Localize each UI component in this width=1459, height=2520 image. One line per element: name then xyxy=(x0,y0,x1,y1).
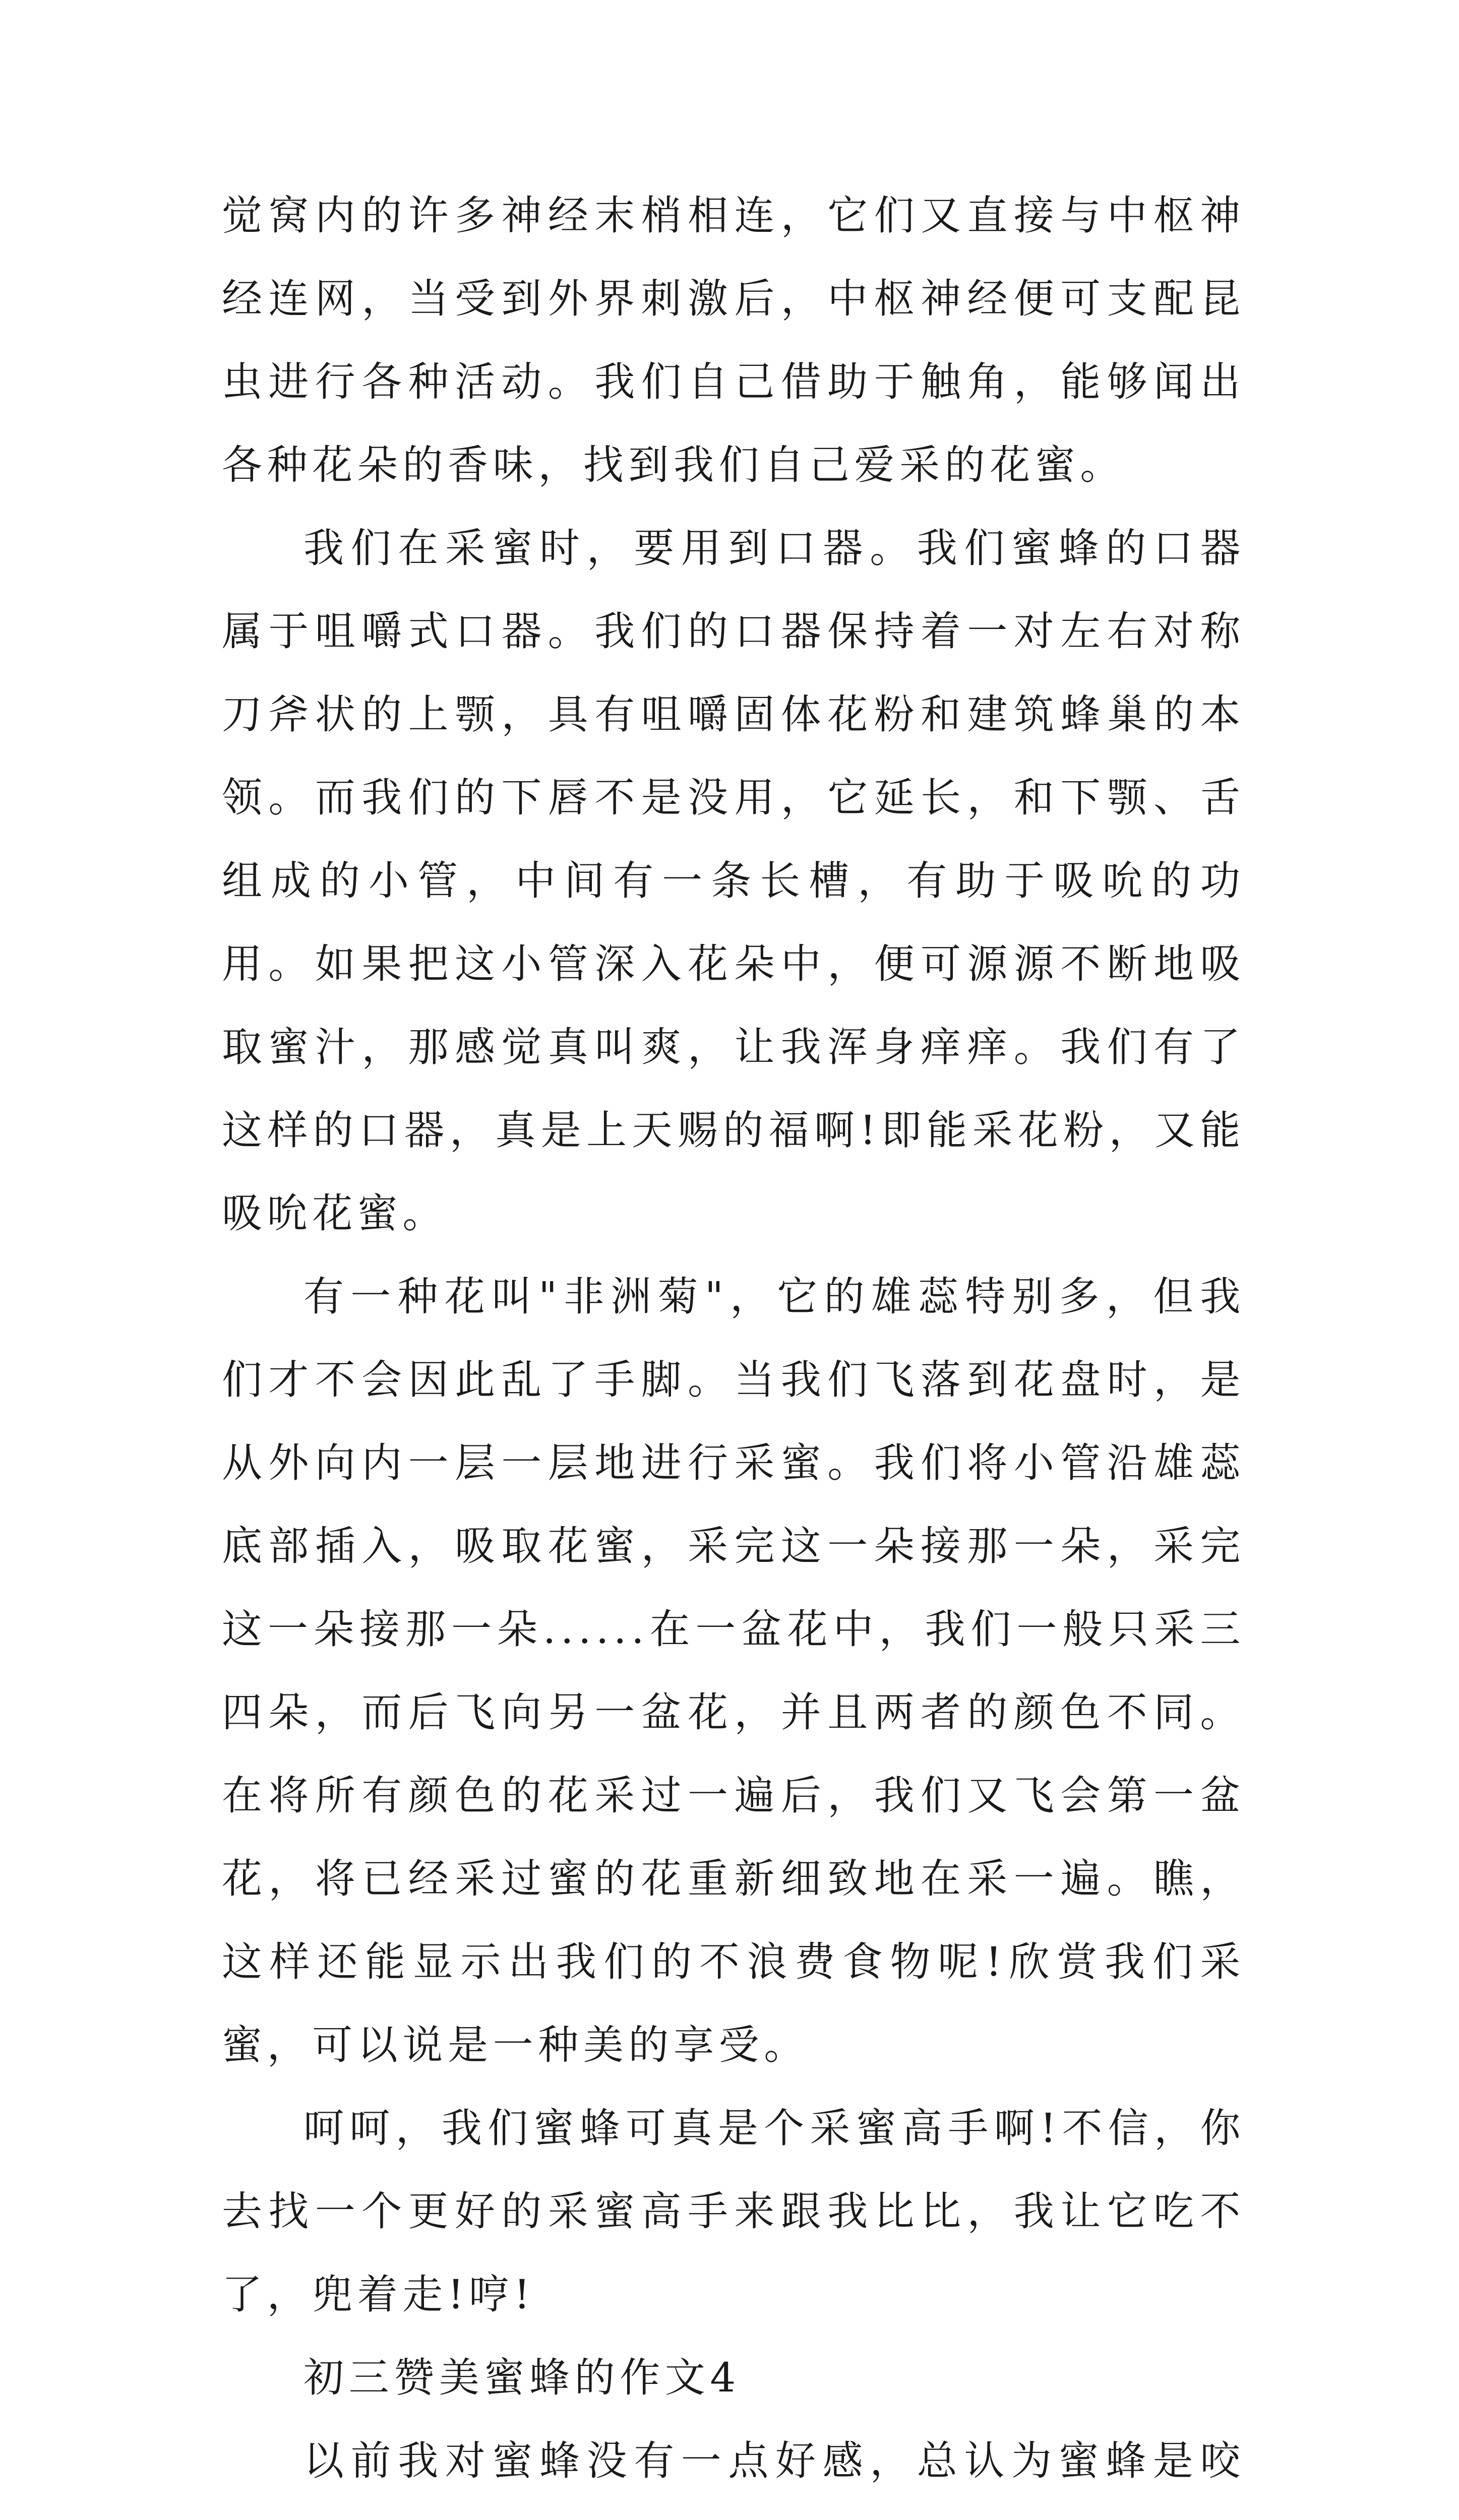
body-text xyxy=(222,174,1245,2520)
essay-heading: 初三赞美蜜蜂的作文4 xyxy=(303,2354,741,2401)
paragraph-continued: 觉窝内的许多神经末梢相连，它们又直接与中枢神经连网，当受到外界刺激后，中枢神经便可支配昆虫进行各种活动。我们自己借助于触角，能够闻出各种花朵的香味，找到我们自己爱采的花蜜。 xyxy=(222,192,1245,488)
paragraph-gerbera: 有一种花叫"非洲菊"，它的雄蕊特别多，但我们才不会因此乱了手脚。当我们飞落到花盘时，是从外向内一层一层地进行采蜜。我们将小管沿雄蕊底部插入，吸取花蜜，采完这一朵接那一朵，采完这一朵接那一朵......在一盆花中，我们一般只采三四朵，而后飞向另一盆花，并且两者的颜色不同。在将所有颜色的花采过一遍后，我们又飞会第一盆花，将已经采过蜜的花重新细致地在采一遍。瞧，这样还能显示出我们的不浪费食物呢!欣赏我们采蜜，可以说是一种美的享受。 xyxy=(222,1273,1245,2068)
paragraph-mouthparts: 我们在采蜜时，要用到口器。我们蜜蜂的口器属于咀嚼式口器。我们的口器保持着一对左右对称刀斧状的上颚，具有咀嚼固体花粉和建筑蜂巢的本领。而我们的下唇不是没用，它延长，和下颚、舌组成的小管，中间有一条长槽，有助于吸吮的功用。如果把这小管深入花朵中，便可源源不断地吸取蜜汁，那感觉真叫爽，让我浑身痒痒。我们有了这样的口器，真是上天赐的福啊!即能采花粉，又能吸吮花蜜。 xyxy=(222,525,1245,1237)
paragraph-essay4-start: 以前我对蜜蜂没有一点好感，总认为蜜蜂是咬 xyxy=(303,2437,1245,2484)
paragraph-expert: 呵呵，我们蜜蜂可真是个采蜜高手啊!不信，你去找一个更好的采蜜高手来跟我比比，我让它吃不了，兜着走!哼! xyxy=(222,2105,1245,2318)
